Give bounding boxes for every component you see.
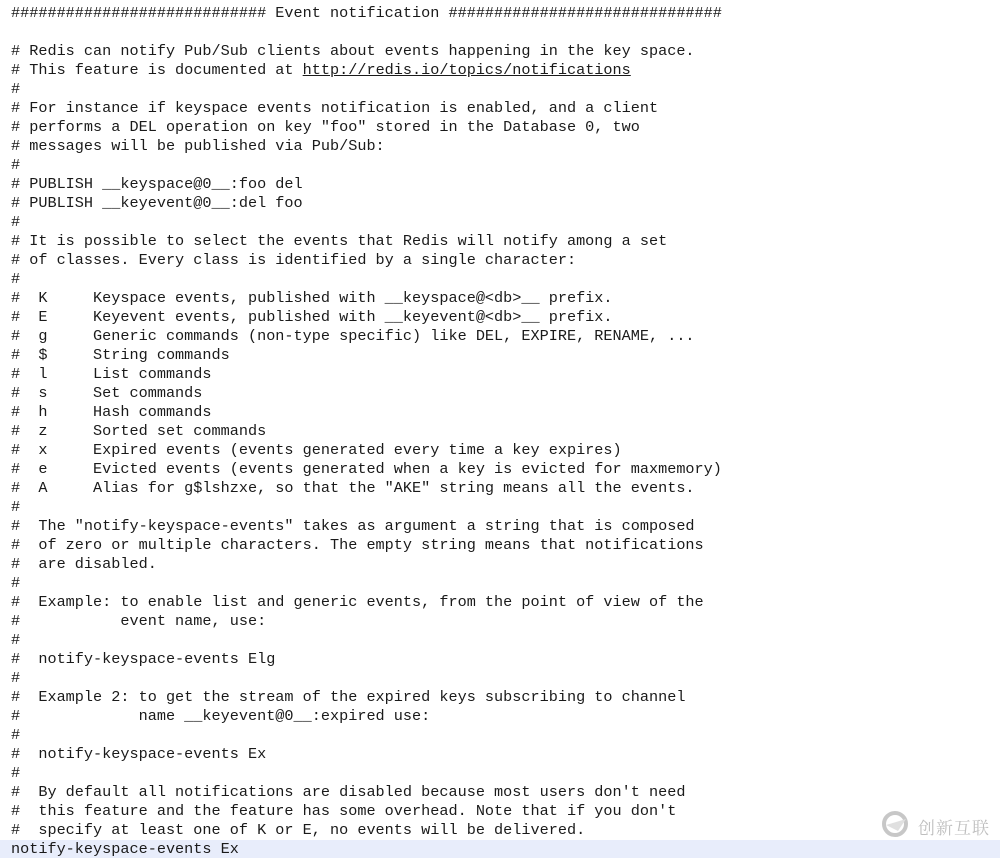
code-line: # x Expired events (events generated every time a key expires) [11, 441, 622, 459]
code-line: # [11, 213, 21, 231]
code-line: # g Generic commands (non-type specific) like DEL, EXPIRE, RENAME, ... [11, 327, 695, 345]
code-line: # By default all notifications are disabled because most users don't need [11, 783, 686, 801]
code-line: # this feature and the feature has some overhead. Note that if you don't [11, 802, 677, 820]
code-line: # K Keyspace events, published with __keyspace@<db>__ prefix. [11, 289, 613, 307]
code-line: # [11, 669, 21, 687]
code-line: # It is possible to select the events that Redis will notify among a set [11, 232, 668, 250]
watermark [880, 809, 990, 844]
code-line: # [11, 631, 21, 649]
code-line: # [11, 80, 21, 98]
code-line [11, 61, 631, 80]
code-text: # This feature is documented at [11, 61, 303, 79]
code-line: # [11, 764, 21, 782]
code-line: # [11, 156, 21, 174]
code-line: # E Keyevent events, published with __keyevent@<db>__ prefix. [11, 308, 613, 326]
code-line: # s Set commands [11, 384, 203, 402]
code-line: # notify-keyspace-events Ex [11, 745, 267, 763]
code-line: # Example: to enable list and generic events, from the point of view of the [11, 593, 704, 611]
code-line: # e Evicted events (events generated when a key is evicted for maxmemory) [11, 460, 722, 478]
code-line: # $ String commands [11, 346, 230, 364]
code-line: # are disabled. [11, 555, 157, 573]
code-line: # messages will be published via Pub/Sub: [11, 137, 385, 155]
code-line: # notify-keyspace-events Elg [11, 650, 276, 668]
brand-logo-icon [880, 809, 914, 844]
code-line: ############################ Event notification ############################## [11, 4, 722, 22]
code-line: # PUBLISH __keyspace@0__:foo del [11, 175, 303, 193]
code-line: # of zero or multiple characters. The empty string means that notifications [11, 536, 704, 554]
code-line: # of classes. Every class is identified by a single character: [11, 251, 577, 269]
docs-link[interactable]: http://redis.io/topics/notifications [302, 61, 631, 79]
code-line: # The "notify-keyspace-events" takes as argument a string that is composed [11, 517, 695, 535]
code-line: # PUBLISH __keyevent@0__:del foo [11, 194, 303, 212]
code-line: # [11, 498, 21, 516]
code-line: # name __keyevent@0__:expired use: [11, 707, 431, 725]
code-line: # event name, use: [11, 612, 267, 630]
code-line: # performs a DEL operation on key "foo" stored in the Database 0, two [11, 118, 640, 136]
code-line: # [11, 270, 21, 288]
code-line: # [11, 726, 21, 744]
code-line: # A Alias for g$lshzxe, so that the "AKE" string means all the events. [11, 479, 695, 497]
watermark-text: 创新互联 [918, 819, 990, 839]
code-line: # specify at least one of K or E, no events will be delivered. [11, 821, 586, 839]
code-line: # [11, 574, 21, 592]
code-line: # h Hash commands [11, 403, 212, 421]
code-line: # Redis can notify Pub/Sub clients about events happening in the key space. [11, 42, 695, 60]
code-line: # For instance if keyspace events notification is enabled, and a client [11, 99, 659, 117]
code-line: # Example 2: to get the stream of the expired keys subscribing to channel [11, 688, 686, 706]
code-line: # l List commands [11, 365, 212, 383]
code-line: # z Sorted set commands [11, 422, 267, 440]
code-line-current: notify-keyspace-events Ex [0, 840, 1000, 858]
